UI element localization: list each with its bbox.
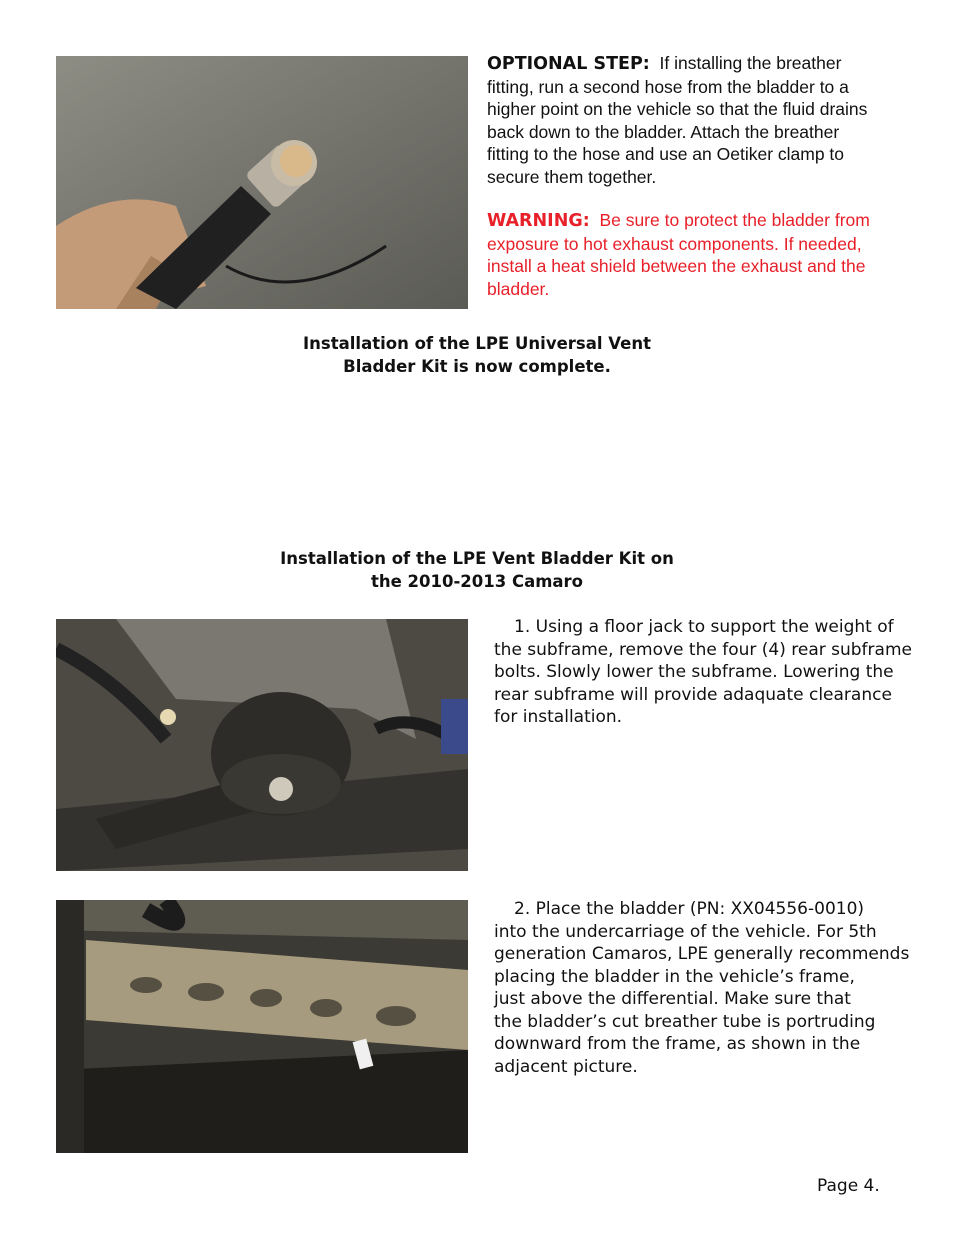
step2-line: generation Camaros, LPE generally recommends [494,944,910,964]
step1-text [494,616,912,729]
completion-heading [207,333,747,378]
step2-line: into the undercarriage of the vehicle. For 5th [494,921,877,942]
warning-line: install a heat shield between the exhaust and the [487,256,866,276]
optional-step-text [487,52,867,188]
optional-step-line: If installing the breather [659,53,842,73]
optional-step-line: secure them together. [487,166,657,187]
warning-line: Be sure to protect the bladder from [599,210,870,230]
camaro-heading-line: the 2010-2013 Camaro [370,571,584,591]
step2-line: the bladder’s cut breather tube is portruding [494,1011,876,1032]
step1-line: rear subframe will provide adaquate clearance [494,684,892,705]
warning-line: exposure to hot exhaust components. If needed, [487,233,862,254]
completion-heading-line: Installation of the LPE Universal Vent [303,334,651,353]
camaro-heading [207,548,747,593]
step1-line: for installation. [494,707,623,727]
warning-line: bladder. [487,278,550,299]
completion-heading-line: Bladder Kit is now complete. [343,356,611,376]
step2-line: adjacent picture. [494,1056,638,1077]
step2-line: placing the bladder in the vehicle’s frame, [494,966,855,987]
step2-line: 2. Place the bladder (PN: XX04556-0010) [514,899,865,919]
step1-line: bolts. Slowly lower the subframe. Lowering the [494,662,894,682]
camaro-heading-line: Installation of the LPE Vent Bladder Kit on [280,549,674,568]
page-number: Page 4. [817,1176,880,1196]
warning-text [487,209,870,300]
step2-text [494,898,909,1078]
optional-step-line: higher point on the vehicle so that the fluid drains [487,99,868,119]
step2-line: downward from the frame, as shown in the [494,1034,861,1054]
subframe-photo [56,619,468,871]
optional-step-line: fitting, run a second hose from the bladder to a [487,76,849,97]
step2-line: just above the differential. Make sure that [494,989,851,1009]
step1-line: 1. Using a floor jack to support the weight of [514,617,894,637]
optional-step-label: OPTIONAL STEP: [487,54,650,74]
breather-fitting-photo [56,56,468,309]
warning-label: WARNING: [487,211,590,231]
step1-line: the subframe, remove the four (4) rear subframe [494,639,912,660]
bladder-in-frame-photo [56,900,468,1153]
optional-step-line: back down to the bladder. Attach the breather [487,121,840,142]
optional-step-line: fitting to the hose and use an Oetiker clamp to [487,144,845,164]
